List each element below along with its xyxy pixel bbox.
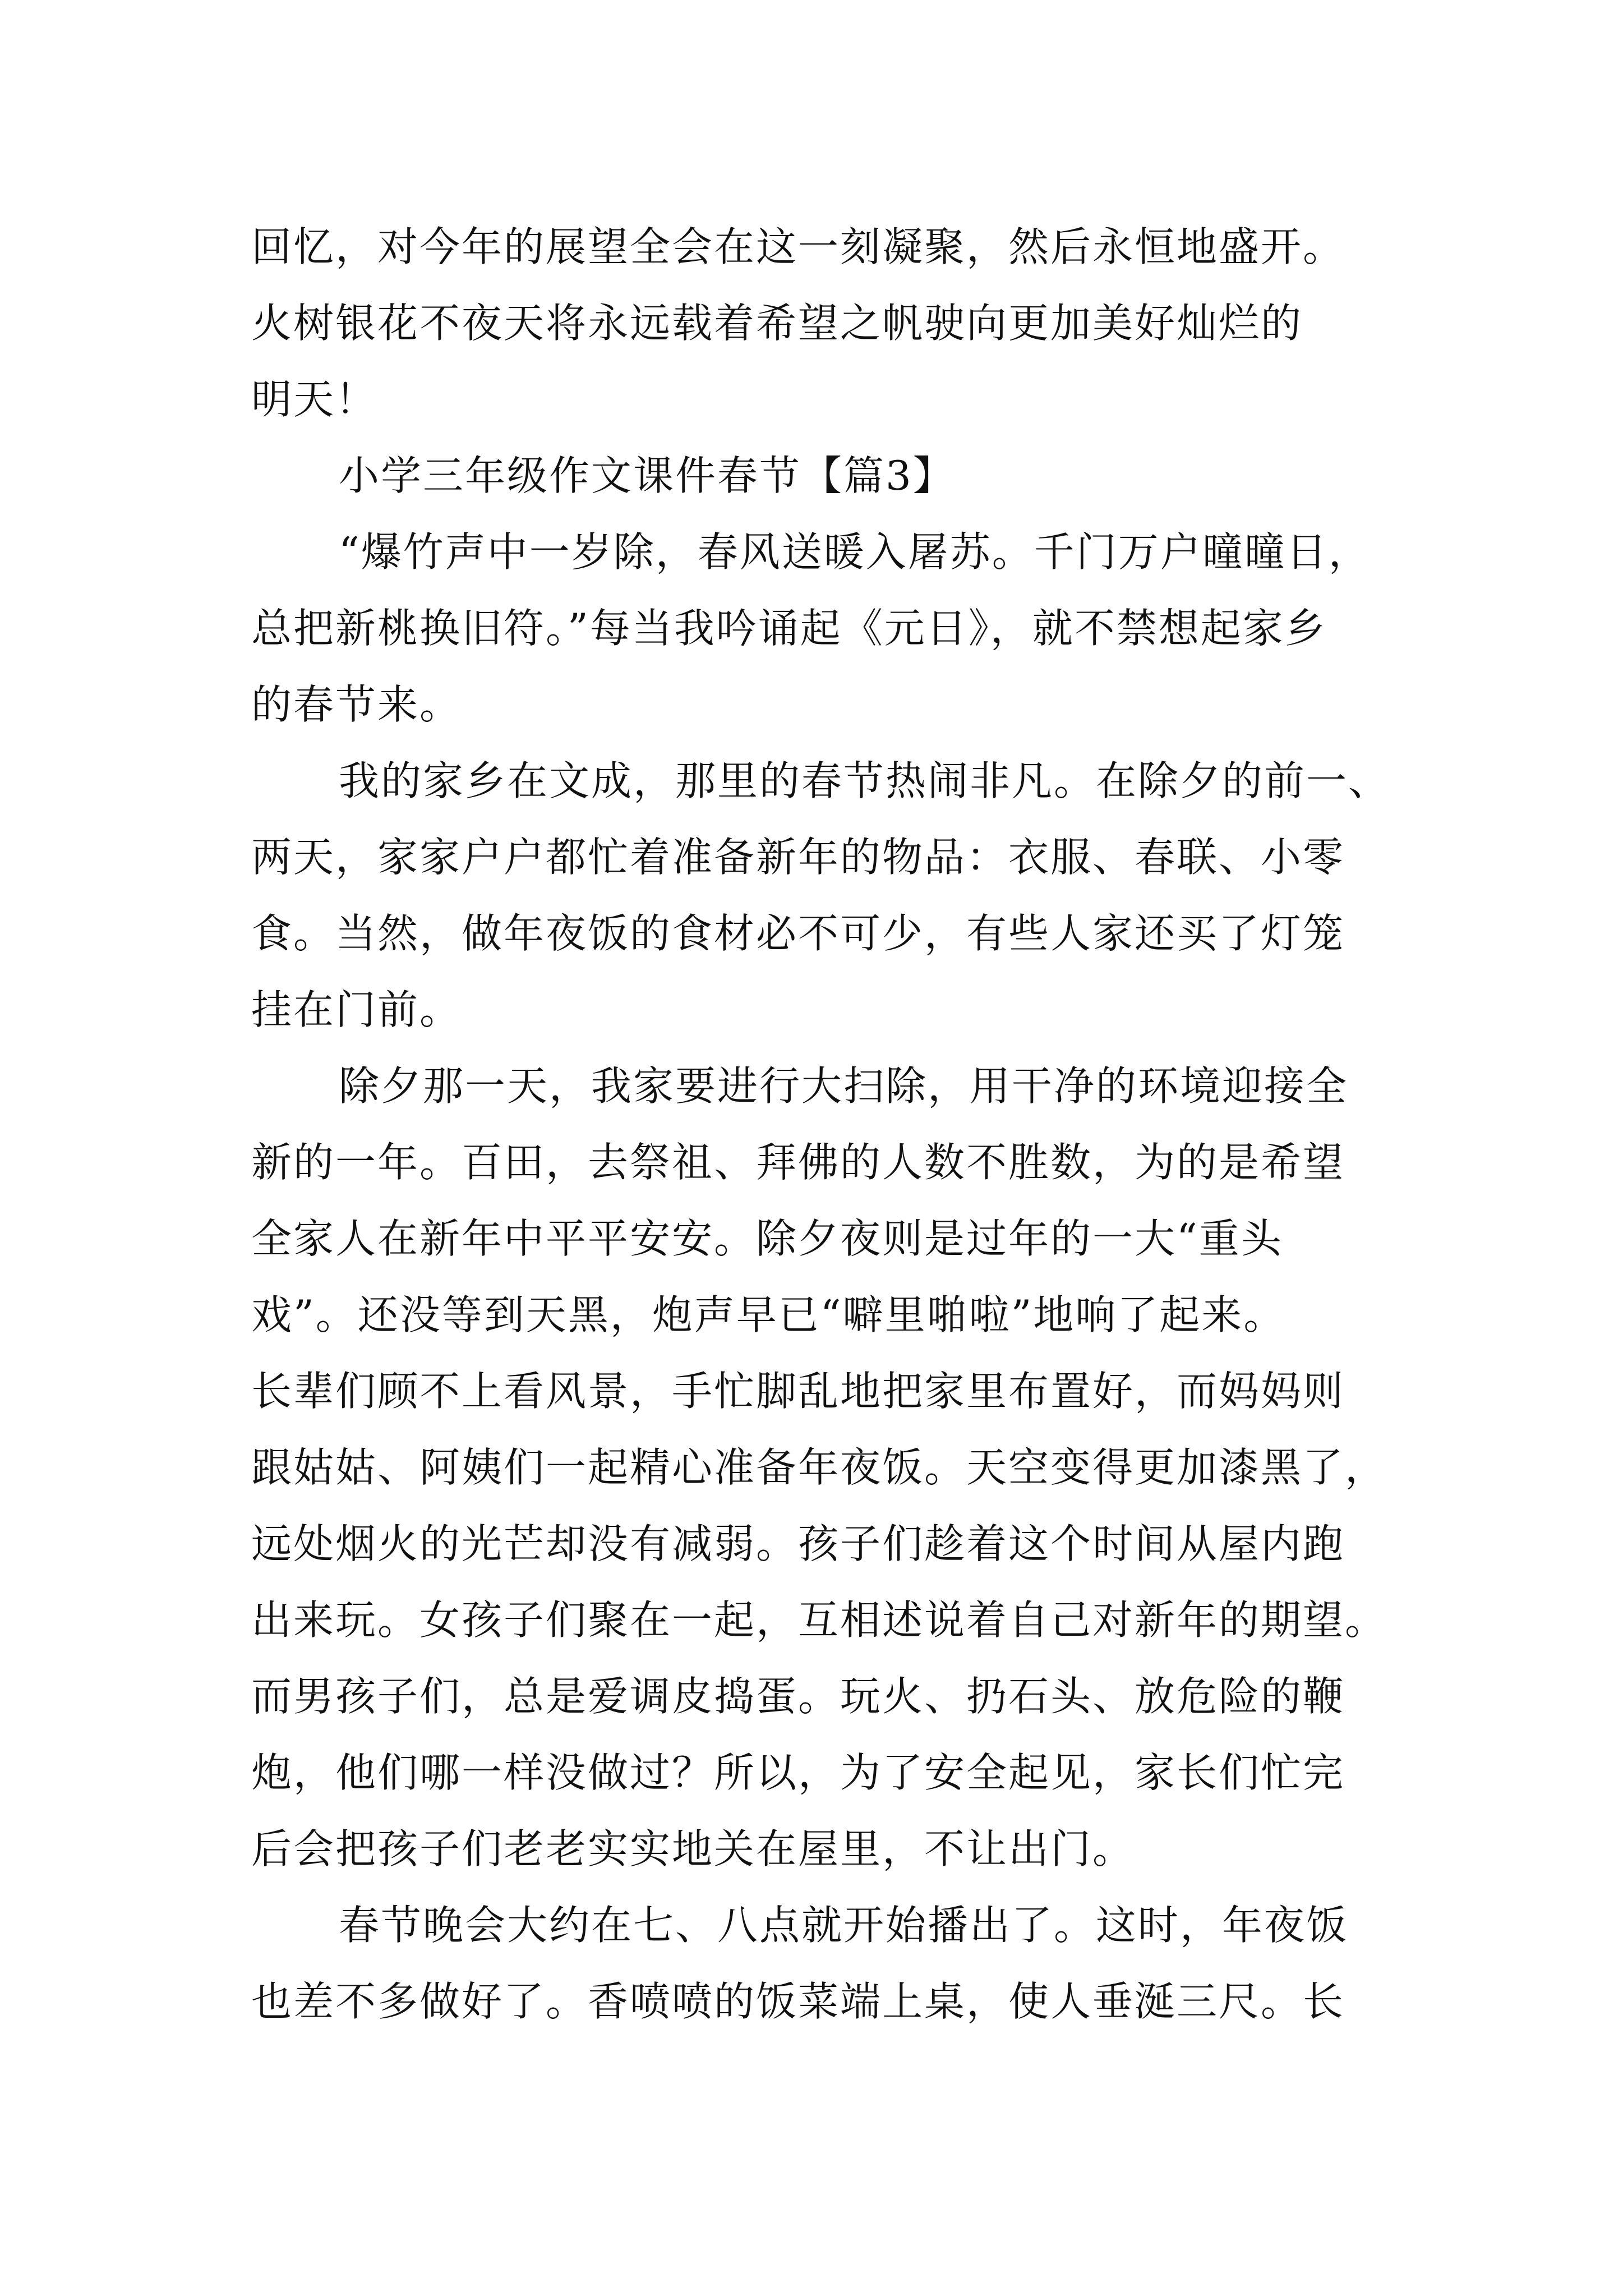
text-line: 挂在门前。 <box>251 986 462 1033</box>
paragraph-3 <box>251 1048 1387 1887</box>
text-line: 而男孩子们，总是爱调皮捣蛋。玩火、扔石头、放危险的鞭 <box>251 1673 1345 1720</box>
document-body <box>251 209 1391 2040</box>
text-line: 火树银花不夜天将永远载着希望之帆驶向更加美好灿烂的 <box>251 300 1303 347</box>
text-line: 戏”。还没等到天黑，炮声早已“噼里啪啦”地响了起来。 <box>251 1291 1286 1338</box>
text-line: 明天！ <box>251 376 378 423</box>
paragraph-2 <box>251 743 1391 1048</box>
text-line: 远处烟火的光芒却没有减弱。孩子们趁着这个时间从屋内跑 <box>251 1520 1345 1567</box>
text-line: 两天，家家户户都忙着准备新年的物品：衣服、春联、小零 <box>251 834 1345 881</box>
text-line: 除夕那一天，我家要进行大扫除，用干净的环境迎接全 <box>339 1062 1349 1110</box>
text-line: 我的家乡在文成，那里的春节热闹非凡。在除夕的前一、 <box>339 757 1391 804</box>
text-line: 新的一年。百田，去祭祖、拜佛的人数不胜数，为的是希望 <box>251 1139 1345 1186</box>
text-line: 长辈们顾不上看风景，手忙脚乱地把家里布置好，而妈妈则 <box>251 1368 1345 1415</box>
text-line: 春节晚会大约在七、八点就开始播出了。这时，年夜饭 <box>339 1902 1349 1949</box>
text-line: 的春节来。 <box>251 681 462 728</box>
text-line: 炮，他们哪一样没做过？所以，为了安全起见，家长们忙完 <box>251 1749 1345 1796</box>
continuation-paragraph <box>251 209 1378 438</box>
text-line: 回忆，对今年的展望全会在这一刻凝聚，然后永恒地盛开。 <box>251 223 1345 270</box>
text-line: 总把新桃换旧符。”每当我吟诵起《元日》，就不禁想起家乡 <box>251 605 1327 652</box>
text-line: 出来玩。女孩子们聚在一起，互相述说着自己对新年的期望。 <box>251 1596 1387 1644</box>
paragraph-1 <box>251 514 1378 743</box>
text-line: 全家人在新年中平平安安。除夕夜则是过年的一大“重头 <box>251 1215 1283 1262</box>
text-line: 也差不多做好了。香喷喷的饭菜端上桌，使人垂涎三尺。长 <box>251 1978 1345 2025</box>
text-line: 后会把孩子们老老实实地关在屋里，不让出门。 <box>251 1825 1135 1872</box>
text-line: “爆竹声中一岁除，春风送暖入屠苏。千门万户曈曈日， <box>339 528 1371 576</box>
section-title: 小学三年级作文课件春节【篇3】 <box>339 452 955 499</box>
paragraph-4 <box>251 1887 1378 2040</box>
text-line: 食。当然，做年夜饭的食材必不可少，有些人家还买了灯笼 <box>251 910 1345 957</box>
text-line: 跟姑姑、阿姨们一起精心准备年夜饭。天空变得更加漆黑了， <box>251 1444 1387 1491</box>
